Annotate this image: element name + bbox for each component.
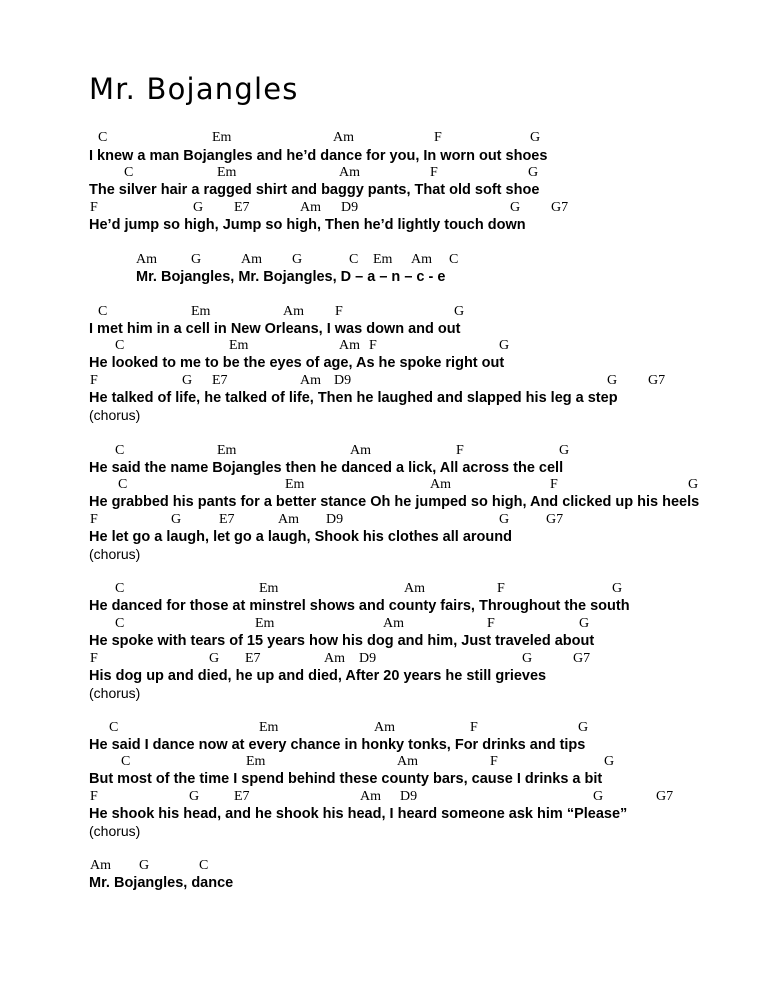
chord-label: Am xyxy=(241,252,262,267)
chord-label: G xyxy=(193,200,204,215)
song-title: Mr. Bojangles xyxy=(89,72,299,106)
chord-label: Am xyxy=(300,373,321,388)
lyric-line: I met him in a cell in New Orleans, I was down and out xyxy=(89,321,461,337)
chord-label: Em xyxy=(229,338,249,353)
lyric-line: He said I dance now at every chance in honky tonks, For drinks and tips xyxy=(89,737,586,753)
chord-label: Am xyxy=(411,252,432,267)
chord-label: Am xyxy=(136,252,157,267)
lyric-line: His dog up and died, he up and died, After 20 years he still grieves xyxy=(89,668,547,684)
lyric-line: Mr. Bojangles, Mr. Bojangles, D – a – n – c - e xyxy=(136,269,446,285)
chord-label: G xyxy=(191,252,202,267)
chord-label: G xyxy=(182,373,193,388)
chord-label: F xyxy=(497,581,505,596)
lyric-line: He talked of life, he talked of life, Then he laughed and slapped his leg a step xyxy=(89,390,618,406)
chord-label: D9 xyxy=(326,512,344,527)
chord-label: G7 xyxy=(656,789,674,804)
chord-label: Am xyxy=(339,165,360,180)
chord-label: Am xyxy=(404,581,425,596)
chord-label: G xyxy=(607,373,618,388)
chord-label: Am xyxy=(430,477,451,492)
chord-label: G7 xyxy=(573,651,591,666)
chord-label: G xyxy=(593,789,604,804)
lyric-line: He spoke with tears of 15 years how his dog and him, Just traveled about xyxy=(89,633,595,649)
chord-label: F xyxy=(90,373,98,388)
chord-label: C xyxy=(199,858,209,873)
lyric-line: He grabbed his pants for a better stance Oh he jumped so high, And clicked up his heels xyxy=(89,494,700,510)
chorus-note: (chorus) xyxy=(89,685,141,701)
chord-label: G xyxy=(454,304,465,319)
chord-label: F xyxy=(490,754,498,769)
chord-label: Em xyxy=(191,304,211,319)
chord-label: Am xyxy=(324,651,345,666)
chord-label: C xyxy=(115,581,125,596)
chord-label: F xyxy=(90,789,98,804)
chord-label: F xyxy=(90,512,98,527)
chord-label: D9 xyxy=(359,651,377,666)
chord-label: C xyxy=(118,477,128,492)
chord-label: G xyxy=(559,443,570,458)
lyric-line: He shook his head, and he shook his head, I heard someone ask him “Please” xyxy=(89,806,628,822)
chord-label: C xyxy=(349,252,359,267)
chord-label: Em xyxy=(246,754,266,769)
lyric-line: He said the name Bojangles then he danced a lick, All across the cell xyxy=(89,460,564,476)
chord-label: F xyxy=(470,720,478,735)
chord-label: G xyxy=(522,651,533,666)
chord-label: Em xyxy=(217,443,237,458)
chord-label: Em xyxy=(373,252,393,267)
chord-label: Em xyxy=(255,616,275,631)
chord-label: Am xyxy=(383,616,404,631)
chord-label: C xyxy=(98,304,108,319)
chord-label: C xyxy=(449,252,459,267)
chord-label: Am xyxy=(350,443,371,458)
chord-label: Am xyxy=(333,130,354,145)
chord-label: E7 xyxy=(234,789,250,804)
lyric-line: He let go a laugh, let go a laugh, Shook his clothes all around xyxy=(89,529,512,545)
chord-label: G xyxy=(528,165,539,180)
chord-label: E7 xyxy=(219,512,235,527)
lyric-line: But most of the time I spend behind these county bars, cause I drinks a bit xyxy=(89,771,603,787)
chord-label: G xyxy=(530,130,541,145)
chord-label: G xyxy=(510,200,521,215)
chord-label: Em xyxy=(212,130,232,145)
chord-label: C xyxy=(121,754,131,769)
chord-label: F xyxy=(550,477,558,492)
chord-label: F xyxy=(369,338,377,353)
chord-label: Am xyxy=(283,304,304,319)
chord-label: D9 xyxy=(341,200,359,215)
chord-label: C xyxy=(124,165,134,180)
chord-label: Am xyxy=(397,754,418,769)
lyric-line: He’d jump so high, Jump so high, Then he’d lightly touch down xyxy=(89,217,526,233)
chord-label: G xyxy=(579,616,590,631)
chord-label: Em xyxy=(259,720,279,735)
chord-label: C xyxy=(98,130,108,145)
lyric-line: I knew a man Bojangles and he’d dance for you, In worn out shoes xyxy=(89,148,548,164)
chord-label: C xyxy=(115,443,125,458)
chord-label: F xyxy=(456,443,464,458)
chord-label: F xyxy=(335,304,343,319)
chord-label: F xyxy=(434,130,442,145)
chord-label: Am xyxy=(374,720,395,735)
chord-label: C xyxy=(109,720,119,735)
chord-label: Am xyxy=(360,789,381,804)
chorus-note: (chorus) xyxy=(89,407,141,423)
chord-label: C xyxy=(115,616,125,631)
chord-label: G xyxy=(688,477,699,492)
chord-label: D9 xyxy=(334,373,352,388)
chord-label: G xyxy=(612,581,623,596)
chord-label: E7 xyxy=(212,373,228,388)
chord-label: G xyxy=(578,720,589,735)
chord-label: G xyxy=(604,754,615,769)
chord-label: F xyxy=(90,651,98,666)
chord-label: Am xyxy=(278,512,299,527)
chord-label: F xyxy=(430,165,438,180)
lyric-line: The silver hair a ragged shirt and baggy pants, That old soft shoe xyxy=(89,182,540,198)
chord-label: E7 xyxy=(245,651,261,666)
chord-label: G xyxy=(499,338,510,353)
chord-label: Am xyxy=(90,858,111,873)
chord-label: G7 xyxy=(546,512,564,527)
chord-label: F xyxy=(90,200,98,215)
chord-label: Am xyxy=(339,338,360,353)
chord-label: D9 xyxy=(400,789,418,804)
chord-label: G xyxy=(189,789,200,804)
chord-label: G xyxy=(171,512,182,527)
chorus-note: (chorus) xyxy=(89,823,141,839)
chord-label: C xyxy=(115,338,125,353)
chord-label: F xyxy=(487,616,495,631)
chord-label: G7 xyxy=(551,200,569,215)
chord-label: Am xyxy=(300,200,321,215)
chord-label: G xyxy=(292,252,303,267)
lyric-line: He danced for those at minstrel shows and county fairs, Throughout the south xyxy=(89,598,630,614)
chord-label: G xyxy=(499,512,510,527)
chord-label: G xyxy=(139,858,150,873)
lyric-line: Mr. Bojangles, dance xyxy=(89,875,234,891)
chord-label: G xyxy=(209,651,220,666)
chord-label: G7 xyxy=(648,373,666,388)
chord-label: Em xyxy=(217,165,237,180)
chorus-note: (chorus) xyxy=(89,546,141,562)
chord-label: E7 xyxy=(234,200,250,215)
lyric-line: He looked to me to be the eyes of age, As he spoke right out xyxy=(89,355,505,371)
chord-label: Em xyxy=(259,581,279,596)
chord-label: Em xyxy=(285,477,305,492)
